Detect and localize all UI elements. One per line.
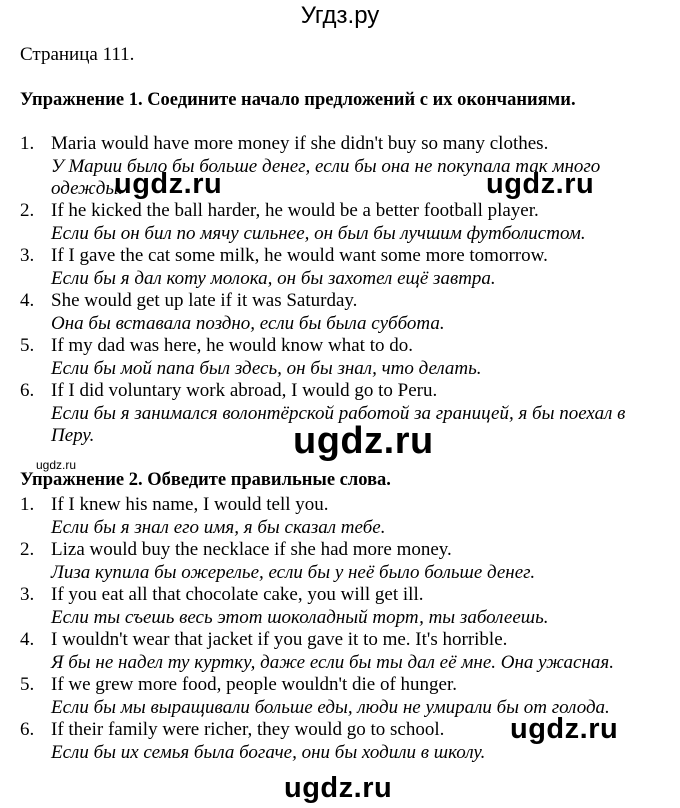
item-russian: Лиза купила бы ожерелье, если бы у неё было больше денег. [51,561,536,583]
item-russian: Если бы я знал его имя, я бы сказал тебе. [51,516,386,538]
item-number: 2. [20,200,35,221]
item-number: 5. [20,674,35,695]
item-english: If I did voluntary work abroad, I would go to Peru. [51,380,438,401]
item-number: 1. [20,133,35,154]
item-number: 6. [20,380,35,401]
item-russian: Если бы их семья была богаче, они бы ходили в школу. [51,741,486,763]
item-number: 3. [20,584,35,605]
item-english: If their family were richer, they would go to school. [51,719,445,740]
item-russian: Если бы он бил по мячу сильнее, он был бы лучшим футболистом. [51,222,586,244]
exercise-1-heading: Упражнение 1. Соедините начало предложений с их окончаниями. [20,90,576,110]
item-number: 4. [20,290,35,311]
page-label: Страница 111. [20,44,135,65]
item-number: 2. [20,539,35,560]
item-russian: Если ты съешь весь этот шоколадный торт, ты заболеешь. [51,606,549,628]
item-english: She would get up late if it was Saturday. [51,290,358,311]
watermark: ugdz.ru [486,168,595,200]
item-russian: Если бы мой папа был здесь, он бы знал, что делать. [51,357,482,379]
item-russian: Если бы я дал коту молока, он бы захотел ещё завтра. [51,267,496,289]
item-number: 6. [20,719,35,740]
item-english: If we grew more food, people wouldn't die of hunger. [51,674,458,695]
item-number: 1. [20,494,35,515]
site-header: Угдз.ру [300,2,380,29]
item-number: 5. [20,335,35,356]
item-english: If he kicked the ball harder, he would be a better football player. [51,200,539,221]
item-english: Liza would buy the necklace if she had more money. [51,539,452,560]
item-russian: Если бы мы выращивали больше еды, люди не умирали бы от голода. [51,696,610,718]
item-russian: Она бы вставала поздно, если бы была суббота. [51,312,445,334]
watermark: ugdz.ru [284,772,393,804]
item-english: If I knew his name, I would tell you. [51,494,329,515]
item-english: If you eat all that chocolate cake, you will get ill. [51,584,424,605]
watermark: ugdz.ru [36,458,77,472]
watermark: ugdz.ru [293,420,434,462]
item-english: If my dad was here, he would know what to do. [51,335,413,356]
item-english: I wouldn't wear that jacket if you gave it to me. It's horrible. [51,629,508,650]
watermark: ugdz.ru [114,168,223,200]
item-number: 3. [20,245,35,266]
watermark: ugdz.ru [510,713,619,745]
item-russian: Если бы я занимался волонтёрской работой за границей, я бы поехал в Перу. [51,402,626,446]
exercise-2-heading: Упражнение 2. Обведите правильные слова. [20,470,391,490]
item-number: 4. [20,629,35,650]
item-russian: У Марии было бы больше денег, если бы она не покупала так много одежды. [51,155,601,199]
item-english: Maria would have more money if she didn't buy so many clothes. [51,133,549,154]
item-english: If I gave the cat some milk, he would want some more tomorrow. [51,245,548,266]
item-russian: Я бы не надел ту куртку, даже если бы ты дал её мне. Она ужасная. [51,651,614,673]
